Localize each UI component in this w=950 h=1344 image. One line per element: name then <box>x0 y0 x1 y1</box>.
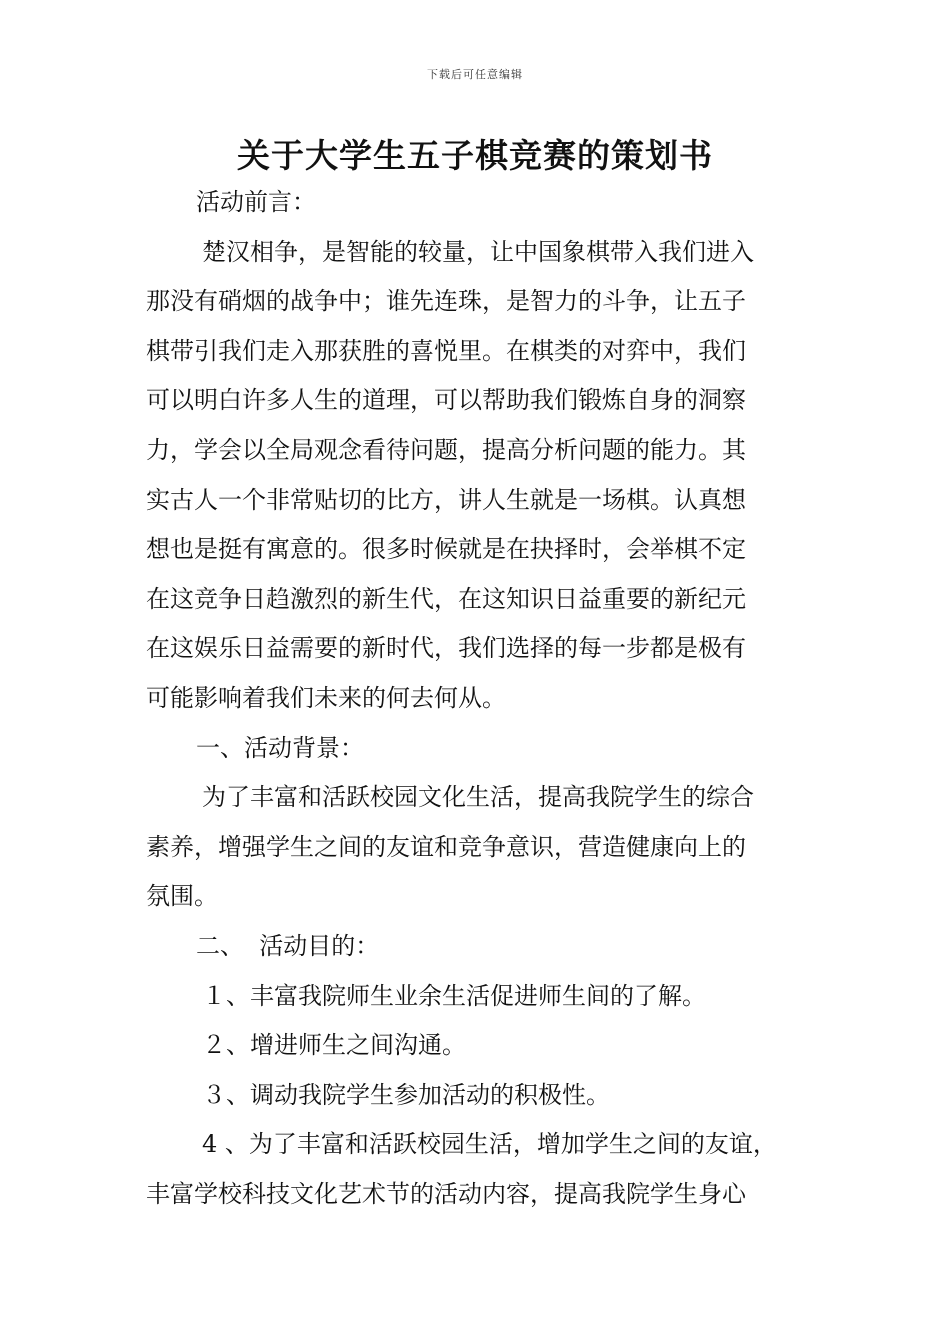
purpose-list <box>146 972 808 1220</box>
purpose-item: ３、调动我院学生参加活动的积极性。 <box>202 1080 610 1109</box>
purpose-item: ２、增进师生之间沟通。 <box>202 1031 466 1060</box>
header-note: 下载后可任意编辑 <box>427 68 523 81</box>
section-heading-purpose: 二、 活动目的： <box>196 931 380 960</box>
paragraph-line: 丰富学校科技文化艺术节的活动内容，提高我院学生身心 <box>146 1179 746 1208</box>
paragraph-line: 氛围。 <box>146 882 218 911</box>
document-title: 关于大学生五子棋竞赛的策划书 <box>237 136 713 175</box>
paragraph-line: 在这竞争日趋激烈的新生代，在这知识日益重要的新纪元 <box>146 584 746 613</box>
paragraph-line: 那没有硝烟的战争中；谁先连珠，是智力的斗争，让五子 <box>146 287 746 316</box>
section-heading-preface: 活动前言： <box>196 188 316 216</box>
document-body <box>146 178 808 1219</box>
paragraph-line: 棋带引我们走入那获胜的喜悦里。在棋类的对弈中，我们 <box>146 336 746 365</box>
paragraph-line: 实古人一个非常贴切的比方，讲人生就是一场棋。认真想 <box>146 485 746 514</box>
preface-paragraph <box>146 228 808 724</box>
purpose-item: 4 、为了丰富和活跃校园生活，增加学生之间的友谊， <box>202 1130 777 1159</box>
paragraph-line: 楚汉相争，是智能的较量，让中国象棋带入我们进入 <box>202 237 754 266</box>
section-heading-background: 一、活动背景： <box>196 733 364 762</box>
paragraph-line: 想也是挺有寓意的。很多时候就是在抉择时，会举棋不定 <box>146 535 746 564</box>
paragraph-line: 可能影响着我们未来的何去何从。 <box>146 683 506 712</box>
paragraph-line: 为了丰富和活跃校园文化生活，提高我院学生的综合 <box>202 783 754 812</box>
background-paragraph <box>146 773 808 922</box>
purpose-item: １、丰富我院师生业余生活促进师生间的了解。 <box>202 981 706 1010</box>
paragraph-line: 可以明白许多人生的道理，可以帮助我们锻炼自身的洞察 <box>146 386 746 415</box>
paragraph-line: 力，学会以全局观念看待问题，提高分析问题的能力。其 <box>146 435 746 464</box>
paragraph-line: 在这娱乐日益需要的新时代，我们选择的每一步都是极有 <box>146 634 746 663</box>
paragraph-line: 素养，增强学生之间的友谊和竞争意识，营造健康向上的 <box>146 832 746 861</box>
